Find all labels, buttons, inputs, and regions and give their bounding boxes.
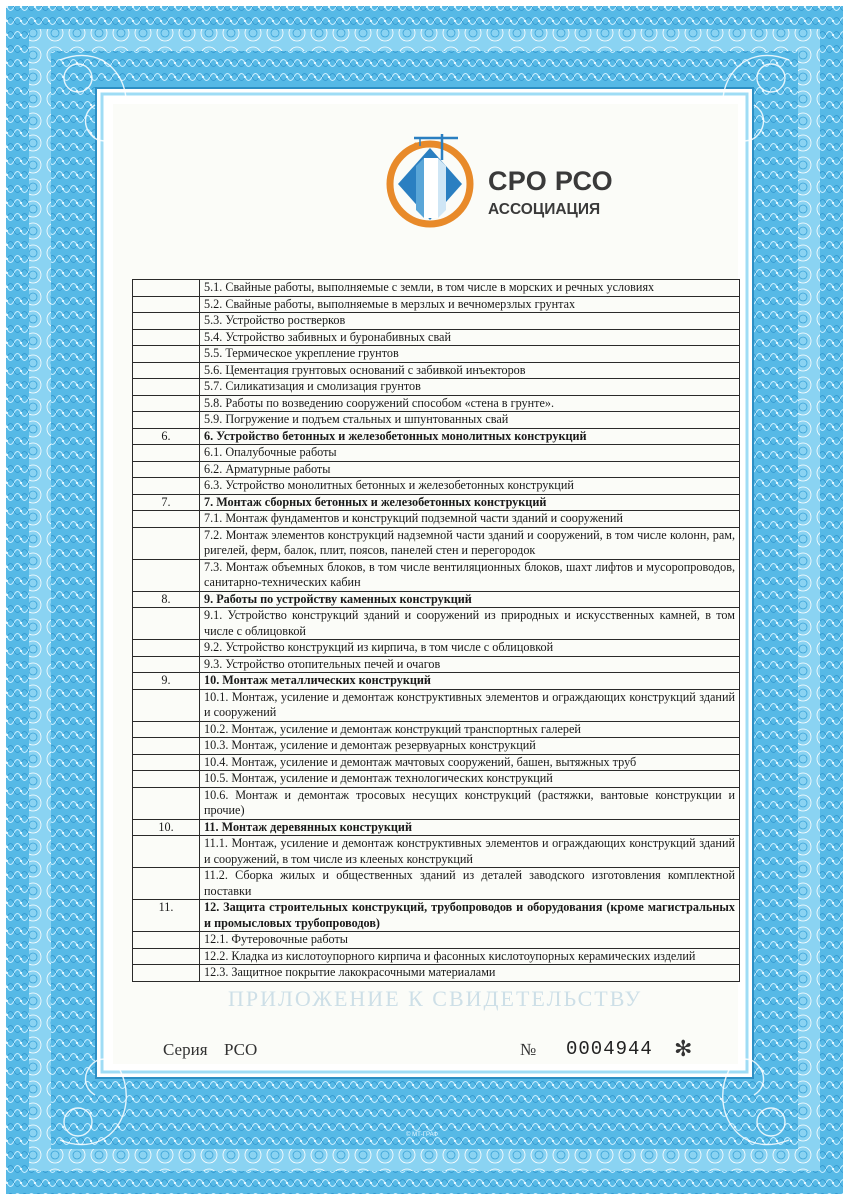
row-text: 9.2. Устройство конструкций из кирпича, в том числе с облицовкой [200,640,740,657]
row-number [133,689,200,721]
row-text: 10.5. Монтаж, усиление и демонтаж технологических конструкций [200,771,740,788]
row-number [133,379,200,396]
table-row [133,721,740,738]
row-text: 7.2. Монтаж элементов конструкций надземной части зданий и сооружений, в том числе колонн, рам, ригелей, ферм, балок, плит, поясов, панелей стен и перегородок [200,527,740,559]
table-row [133,771,740,788]
brand-title: СРО РСО [488,166,613,196]
asterisk-mark: ✻ [674,1036,693,1061]
row-number [133,296,200,313]
table-section-row [133,900,740,932]
row-text: 10.1. Монтаж, усиление и демонтаж конструктивных элементов и ограждающих конструкций зданий и сооружений [200,689,740,721]
table-row [133,559,740,591]
row-text: 6.2. Арматурные работы [200,461,740,478]
row-number [133,395,200,412]
row-number: 7. [133,494,200,511]
table-section-row [133,591,740,608]
table-row [133,461,740,478]
row-text: 11.2. Сборка жилых и общественных зданий из деталей заводского изготовления комплектной поставки [200,868,740,900]
row-text: 5.4. Устройство забивных и буронабивных свай [200,329,740,346]
table-row [133,738,740,755]
table-row [133,527,740,559]
row-text: 5.6. Цементация грунтовых оснований с забивкой инъекторов [200,362,740,379]
table-row [133,754,740,771]
row-text: 5.5. Термическое укрепление грунтов [200,346,740,363]
row-text: 6. Устройство бетонных и железобетонных монолитных конструкций [200,428,740,445]
row-text: 12.2. Кладка из кислотоупорного кирпича и фасонных кислотоупорных керамических изделий [200,948,740,965]
row-number [133,656,200,673]
row-number [133,640,200,657]
table-row [133,445,740,462]
document-number: 0004944 [566,1038,653,1060]
row-text: 7. Монтаж сборных бетонных и железобетонных конструкций [200,494,740,511]
row-text: 5.7. Силикатизация и смолизация грунтов [200,379,740,396]
row-number: 6. [133,428,200,445]
row-number [133,527,200,559]
table-row [133,787,740,819]
row-text: 6.1. Опалубочные работы [200,445,740,462]
row-number [133,948,200,965]
table-row [133,478,740,495]
row-text: 11. Монтаж деревянных конструкций [200,819,740,836]
row-number [133,754,200,771]
table-row [133,689,740,721]
printer-mark: © МТ-ГРАФ [406,1132,438,1138]
row-number [133,445,200,462]
number-label: № [520,1040,537,1059]
row-text: 7.1. Монтаж фундаментов и конструкций подземной части зданий и сооружений [200,511,740,528]
row-number: 8. [133,591,200,608]
row-number: 10. [133,819,200,836]
row-text: 10.4. Монтаж, усиление и демонтаж мачтовых сооружений, башен, вытяжных труб [200,754,740,771]
table-row [133,868,740,900]
row-number [133,412,200,429]
row-text: 12.3. Защитное покрытие лакокрасочными материалами [200,965,740,982]
row-number [133,771,200,788]
table-section-row [133,819,740,836]
row-text: 5.2. Свайные работы, выполняемые в мерзлых и вечномерзлых грунтах [200,296,740,313]
row-number [133,461,200,478]
row-text: 10. Монтаж металлических конструкций [200,673,740,690]
row-text: 5.9. Погружение и подъем стальных и шпунтованных свай [200,412,740,429]
table-row [133,608,740,640]
table-row [133,656,740,673]
table-section-row [133,494,740,511]
table-row [133,932,740,949]
row-number [133,932,200,949]
table-section-row [133,428,740,445]
table-row [133,965,740,982]
row-text: 10.3. Монтаж, усиление и демонтаж резервуарных конструкций [200,738,740,755]
row-number [133,559,200,591]
row-number [133,313,200,330]
row-number [133,608,200,640]
table-row [133,313,740,330]
row-number [133,868,200,900]
table-row [133,412,740,429]
row-number [133,362,200,379]
works-table-body [133,280,740,982]
row-text: 9.1. Устройство конструкций зданий и сооружений из природных и искусственных камней, в том числе с облицовкой [200,608,740,640]
table-row [133,296,740,313]
row-number [133,280,200,297]
row-number [133,511,200,528]
row-text: 5.3. Устройство ростверков [200,313,740,330]
row-number [133,787,200,819]
table-row [133,948,740,965]
row-number [133,965,200,982]
table-row [133,346,740,363]
row-number [133,346,200,363]
row-number [133,721,200,738]
table-row [133,511,740,528]
row-text: 10.6. Монтаж и демонтаж тросовых несущих конструкций (растяжки, вантовые конструкции и прочие) [200,787,740,819]
brand-subtitle: АССОЦИАЦИЯ [488,201,601,218]
works-table [132,279,740,982]
row-text: 5.8. Работы по возведению сооружений способом «стена в грунте». [200,395,740,412]
table-row [133,362,740,379]
row-number [133,836,200,868]
row-text: 5.1. Свайные работы, выполняемые с земли, в том числе в морских и речных условиях [200,280,740,297]
table-row [133,379,740,396]
row-text: 9.3. Устройство отопительных печей и очагов [200,656,740,673]
row-text: 10.2. Монтаж, усиление и демонтаж конструкций транспортных галерей [200,721,740,738]
table-row [133,280,740,297]
table-section-row [133,673,740,690]
row-number: 9. [133,673,200,690]
series-value: РСО [224,1040,258,1059]
row-number [133,478,200,495]
row-text: 7.3. Монтаж объемных блоков, в том числе вентиляционных блоков, шахт лифтов и мусоропроводов, санитарно-технических кабин [200,559,740,591]
row-text: 12. Защита строительных конструкций, трубопроводов и оборудования (кроме магистральных и промысловых трубопроводов) [200,900,740,932]
row-number [133,329,200,346]
table-row [133,640,740,657]
row-number [133,738,200,755]
table-row [133,836,740,868]
row-text: 12.1. Футеровочные работы [200,932,740,949]
appendix-watermark: ПРИЛОЖЕНИЕ К СВИДЕТЕЛЬСТВУ [228,986,643,1011]
row-text: 9. Работы по устройству каменных конструкций [200,591,740,608]
row-number: 11. [133,900,200,932]
table-row [133,329,740,346]
row-text: 6.3. Устройство монолитных бетонных и железобетонных конструкций [200,478,740,495]
crane-building-logo-icon [380,128,480,228]
series-label: Серия [163,1040,208,1059]
table-row [133,395,740,412]
row-text: 11.1. Монтаж, усиление и демонтаж конструктивных элементов и ограждающих конструкций зданий и сооружений, в том числе из клееных конструкций [200,836,740,868]
